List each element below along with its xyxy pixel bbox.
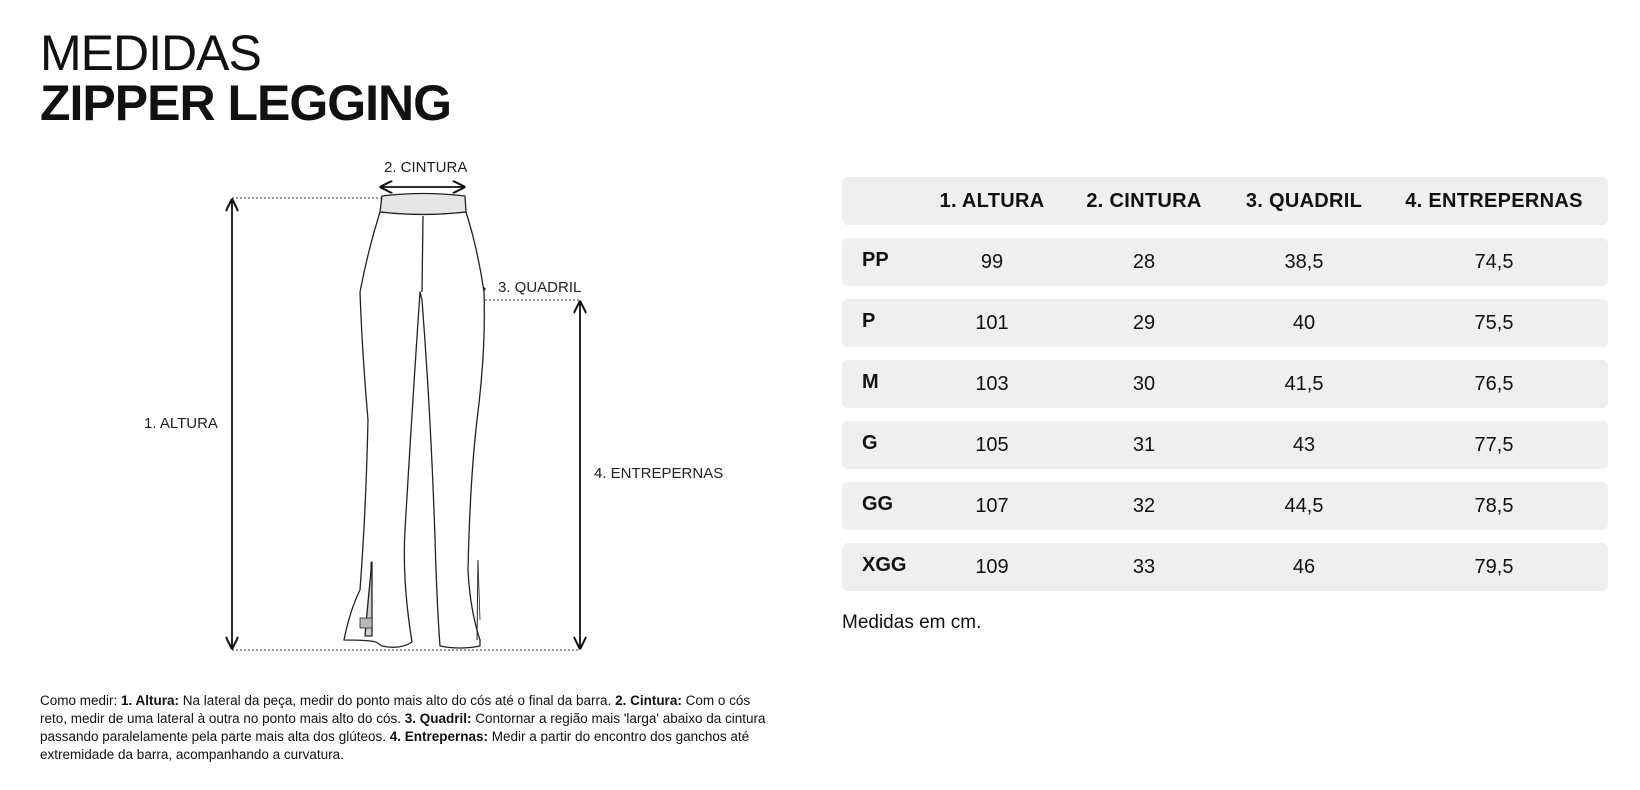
cell-cintura: 32	[1132, 495, 1156, 517]
how-to-intro: Como medir:	[40, 693, 122, 708]
size-label: G	[862, 432, 878, 454]
table-row	[842, 543, 1608, 591]
cell-cintura: 31	[1132, 434, 1156, 456]
cell-quadril: 41,5	[1284, 373, 1324, 395]
cell-altura: 99	[980, 251, 1004, 273]
table-row	[842, 482, 1608, 530]
cell-cintura: 30	[1132, 373, 1156, 395]
table-row	[842, 299, 1608, 347]
header-quadril: 3. QUADRIL	[1245, 190, 1363, 212]
table-row	[842, 421, 1608, 469]
cell-cintura: 33	[1132, 556, 1156, 578]
header-altura: 1. ALTURA	[939, 190, 1045, 212]
cell-quadril: 46	[1292, 556, 1316, 578]
size-label: P	[862, 310, 876, 332]
cell-altura: 109	[975, 556, 1009, 578]
cell-entrepernas: 74,5	[1474, 251, 1514, 273]
cell-quadril: 44,5	[1284, 495, 1324, 517]
legging-illustration	[0, 150, 760, 670]
size-label: M	[862, 371, 879, 393]
cell-cintura: 29	[1132, 312, 1156, 334]
page-title-light: MEDIDAS	[40, 25, 261, 81]
header-entrepernas: 4. ENTREPERNAS	[1405, 190, 1583, 212]
header-cintura: 2. CINTURA	[1086, 190, 1202, 212]
label-entrepernas: 4. ENTREPERNAS	[594, 465, 724, 482]
how-to-altura-text: Na lateral da peça, medir do ponto mais alto do cós até o final da barra.	[179, 693, 616, 708]
label-altura: 1. ALTURA	[144, 415, 218, 432]
label-quadril: 3. QUADRIL	[498, 279, 582, 296]
units-note: Medidas em cm.	[842, 612, 982, 633]
how-to-quadril-title: 3. Quadril:	[404, 711, 472, 726]
size-label: GG	[862, 493, 894, 515]
label-cintura: 2. CINTURA	[384, 159, 468, 176]
cell-quadril: 43	[1292, 434, 1316, 456]
cell-cintura: 28	[1132, 251, 1156, 273]
cell-entrepernas: 79,5	[1474, 556, 1514, 578]
table-row	[842, 360, 1608, 408]
table-row	[842, 238, 1608, 286]
how-to-altura-title: 1. Altura:	[121, 693, 180, 708]
size-table	[842, 177, 1608, 604]
table-header-row	[842, 177, 1608, 225]
how-to-measure-text	[40, 692, 780, 764]
cell-quadril: 40	[1292, 312, 1316, 334]
measurement-diagram	[0, 150, 760, 670]
how-to-quadril-text: Contornar a região mais 'larga' abaixo da cintura passando paralelamente pela parte mais alta dos glúteos.	[40, 711, 766, 744]
how-to-cintura-title: 2. Cintura:	[615, 693, 682, 708]
how-to-entrepernas-title: 4. Entrepernas:	[389, 729, 489, 744]
cell-quadril: 38,5	[1284, 251, 1324, 273]
how-to-cintura-text: Com o cós reto, medir de uma lateral à outra no ponto mais alto do cós.	[40, 693, 751, 726]
how-to-entrepernas-text: Medir a partir do encontro dos ganchos até extremidade da barra, acompanhando a curvatura.	[40, 729, 750, 762]
cell-entrepernas: 75,5	[1474, 312, 1514, 334]
size-label: XGG	[862, 554, 907, 576]
size-label: PP	[862, 249, 889, 271]
cell-altura: 101	[975, 312, 1009, 334]
cell-altura: 105	[975, 434, 1009, 456]
cell-entrepernas: 76,5	[1474, 373, 1514, 395]
cell-entrepernas: 78,5	[1474, 495, 1514, 517]
page-title-bold: ZIPPER LEGGING	[40, 75, 452, 131]
cell-altura: 107	[975, 495, 1009, 517]
cell-entrepernas: 77,5	[1474, 434, 1514, 456]
cell-altura: 103	[975, 373, 1009, 395]
